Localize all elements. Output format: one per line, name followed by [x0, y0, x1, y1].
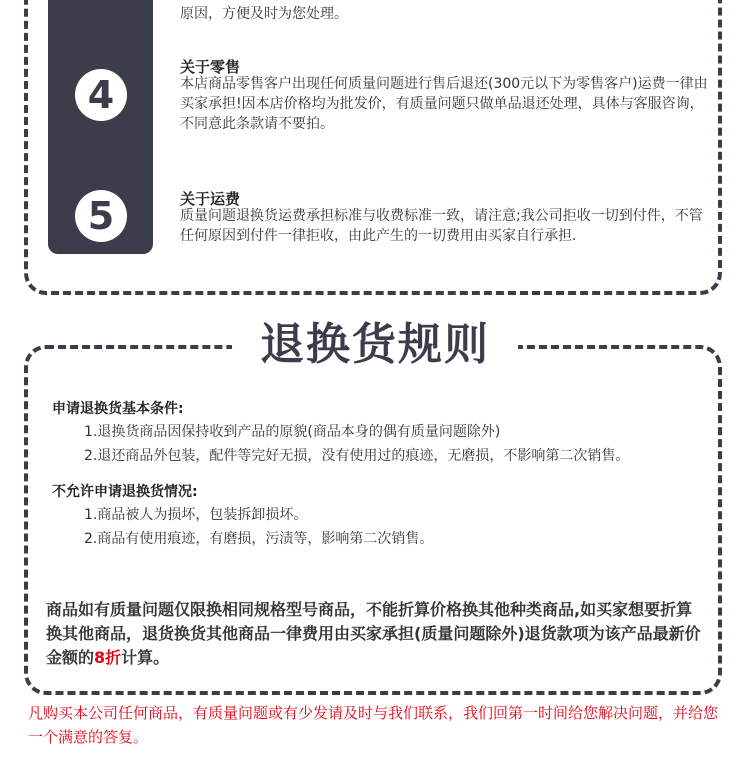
not-allowed-item-1: 1.商品被人为损坏，包装拆卸损坏。 [84, 507, 308, 523]
section-number-5: 5 [75, 190, 127, 242]
section-number-4: 4 [75, 69, 127, 121]
rules-title: 退换货规则 [260, 319, 490, 370]
not-allowed-heading: 不允许申请退换货情况: [52, 484, 198, 500]
section-title-retail: 关于零售 [180, 58, 241, 76]
partial-text-line: 原因，方便及时为您处理。 [180, 6, 348, 22]
discount-highlight: 8折 [94, 648, 122, 667]
section-body-retail: 本店商品零售客户出现任何质量问题进行售后退还(300元以下为零售客户)运费一律由买家承担!因本店价格均为批发价，有质量问题只做单品退还处理，具体与客服咨询，不同意此条款请不要拍。 [180, 76, 708, 132]
policy-text: 商品如有质量问题仅限换相同规格型号商品，不能折算价格换其他种类商品,如买家想要折算换其他商品，退货换货其他商品一律费用由买家承担(质量问题除外)退货款项为该产品最新价金额的 [46, 600, 701, 667]
footer-notice: 凡购买本公司任何商品，有质量问题或有少发请及时与我们联系，我们回第一时间给您解决问题，并给您一个满意的答复。 [28, 704, 719, 746]
policy-text-end: 计算。 [121, 648, 170, 667]
allowed-item-2: 2.退还商品外包装，配件等完好无损，没有使用过的痕迹，无磨损，不影响第二次销售。 [84, 448, 630, 464]
not-allowed-item-2: 2.商品有使用痕迹，有磨损，污渍等，影响第二次销售。 [84, 531, 434, 547]
exchange-policy-text [46, 598, 706, 670]
section-title-shipping: 关于运费 [180, 190, 241, 208]
section-body-shipping: 质量问题退换货运费承担标准与收费标准一致，请注意;我公司拒收一切到付件，不管任何原因到付件一律拒收，由此产生的一切费用由买家自行承担. [180, 208, 703, 244]
allowed-item-1: 1.退换货商品因保持收到产品的原貌(商品本身的偶有质量问题除外) [84, 424, 501, 440]
allowed-heading: 申请退换货基本条件: [52, 401, 184, 417]
